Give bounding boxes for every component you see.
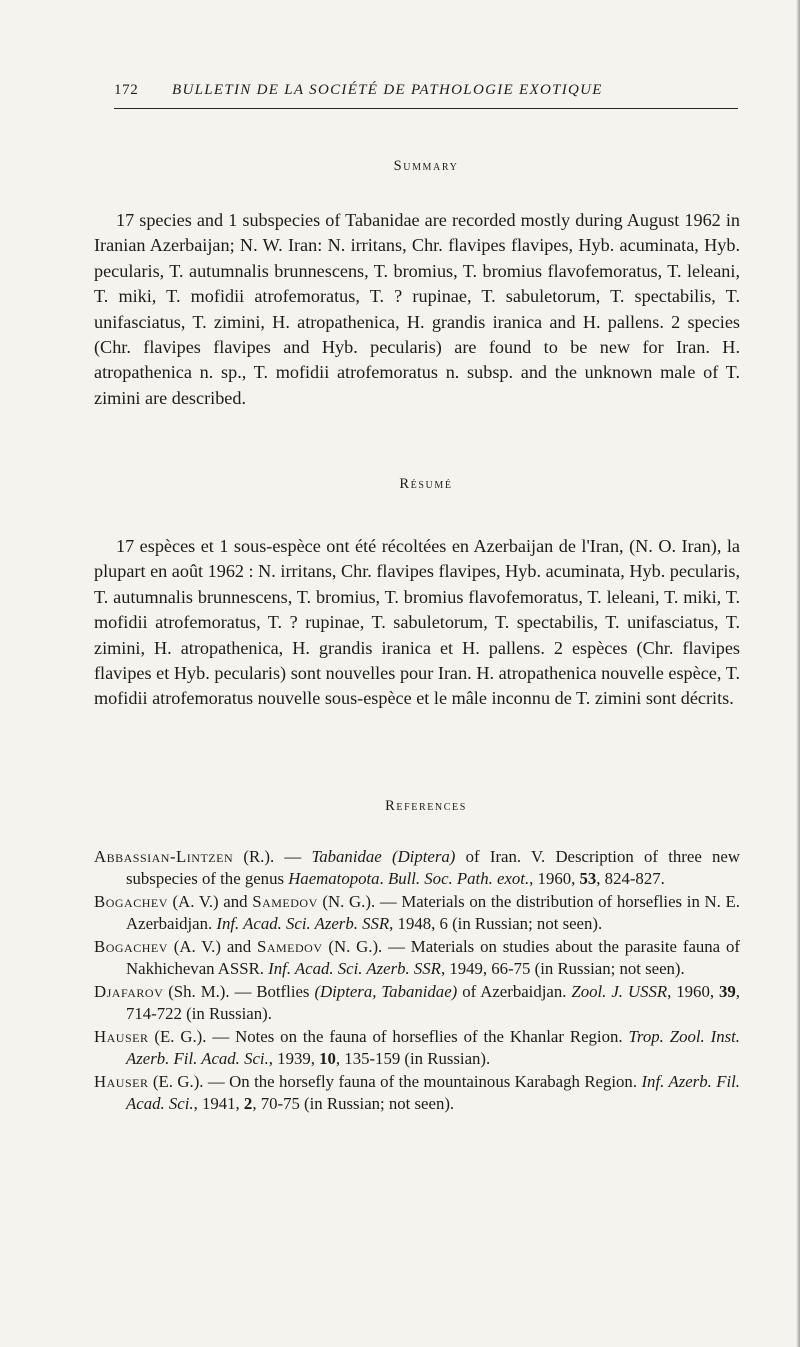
ref-text: of Azerbaidjan. xyxy=(457,981,572,1001)
resume-paragraph xyxy=(94,534,740,712)
resume-text: 17 espèces et 1 sous-espèce ont été récoltées en Azerbaijan de l'Iran, (N. O. Iran), la plupart en août 1962 : N. irritans, Chr. flavipes flavipes, Hyb. acuminata, Hyb. pecularis, T. autumnalis brunnescens, T. bromius, T. bromius flavofemoratus, T. leleani, T. miki, T. mofidii atrofemoratus, T. ? rupinae, T. sabuletorum, T. spectabilis, T. unifasciatus, T. zimini, H. atropathenica, H. grandis iranica et H. pallens. 2 espèces (Chr. flavipes flavipes et Hyb. pecularis) sont nouvelles pour Iran. H. atropathenica nouvelle espèce, T. mofidii atrofemoratus nouvelle sous-espèce et le mâle inconnu de T. zimini sont décrits. xyxy=(94,536,741,709)
reference-entry xyxy=(94,981,740,1025)
summary-paragraph xyxy=(94,208,740,411)
ref-text: . xyxy=(379,869,388,889)
ref-title: (Diptera, Tabanidae) xyxy=(314,981,458,1001)
ref-pages: , 714-722 (in Russian). xyxy=(126,981,740,1023)
ref-text: (Sh. M.). — Botflies xyxy=(163,981,315,1001)
ref-year: , 1960, xyxy=(667,981,720,1001)
ref-author: Bogachev xyxy=(94,891,168,911)
ref-text: , 1949, 66-75 (in Russian; not seen). xyxy=(440,959,685,979)
ref-pages: , 824-827. xyxy=(596,869,665,889)
ref-author: Samedov xyxy=(252,891,318,911)
page-edge-shadow xyxy=(796,0,800,1347)
reference-list xyxy=(94,846,740,1115)
ref-volume: 39 xyxy=(719,981,736,1001)
header-rule xyxy=(114,108,738,109)
ref-journal: Inf. Acad. Sci. Azerb. SSR xyxy=(216,914,390,934)
ref-text: , 1948, 6 (in Russian; not seen). xyxy=(389,914,603,934)
ref-title: Tabanidae (Diptera) xyxy=(311,847,456,866)
summary-heading: Summary xyxy=(393,158,459,174)
ref-year: , 1939, xyxy=(268,1048,320,1068)
journal-title: BULLETIN DE LA SOCIÉTÉ DE PATHOLOGIE EXOTIQUE xyxy=(172,82,603,98)
ref-text: (R.). — xyxy=(233,847,312,866)
summary-text: 17 species and 1 subspecies of Tabanidae are recorded mostly during August 1962 in Iranian Azerbaijan; N. W. Iran: N. irritans, Chr. flavipes flavipes, Hyb. acuminata, Hyb. pecularis, T. autumnalis brunnescens, T. bromius, T. bromius flavofemoratus, T. leleani, T. miki, T. mofidii atrofemoratus, T. ? rupinae, T. sabuletorum, T. spectabilis, T. unifasciatus, T. zimini, H. atropathenica, H. grandis iranica and H. pallens. 2 species (Chr. flavipes flavipes and Hyb. pecularis) are found to be new for Iran. H. atropathenica n. sp., T. mofidii atrofemoratus n. subsp. and the unknown male of T. zimini are described. xyxy=(94,210,740,408)
ref-text: of Iran. V. Description of three new subspecies of the genus xyxy=(126,847,740,889)
resume-heading: Résumé xyxy=(399,476,453,492)
ref-year: , 1960, xyxy=(529,869,580,889)
reference-entry xyxy=(94,1026,740,1070)
ref-text: (A. V.) and xyxy=(167,891,253,911)
ref-journal: Trop. Zool. Inst. Azerb. Fil. Acad. Sci. xyxy=(126,1026,741,1068)
ref-volume: 2 xyxy=(243,1093,253,1113)
ref-text: (N. G.). — Materials on the distribution of horseflies in N. E. Azerbaidjan. xyxy=(126,891,740,934)
ref-author: Hauser xyxy=(94,1026,149,1046)
ref-author: Djafarov xyxy=(94,981,164,1001)
ref-genus: Haematopota xyxy=(288,869,380,889)
ref-journal: Bull. Soc. Path. exot. xyxy=(387,869,530,889)
ref-journal: Inf. Azerb. Fil. Acad. Sci. xyxy=(126,1071,741,1113)
ref-author: Abbassian-Lintzen xyxy=(94,847,234,866)
ref-volume: 10 xyxy=(319,1048,336,1068)
ref-journal: Zool. J. USSR xyxy=(571,981,668,1001)
ref-journal: Inf. Acad. Sci. Azerb. SSR xyxy=(268,959,441,979)
ref-text: (A. V.) and xyxy=(167,936,257,956)
ref-text: (E. G.). — Notes on the fauna of horseflies of the Khanlar Region. xyxy=(148,1026,629,1046)
ref-author: Hauser xyxy=(94,1071,149,1091)
ref-text: (N. G.). — Materials on studies about the parasite fauna of Nakhichevan ASSR. xyxy=(126,936,740,979)
ref-volume: 53 xyxy=(579,869,597,889)
references-heading: References xyxy=(385,798,467,814)
reference-entry xyxy=(94,1071,740,1115)
ref-text: (E. G.). — On the horsefly fauna of the mountainous Karabagh Region. xyxy=(148,1071,642,1091)
reference-entry xyxy=(94,891,740,935)
reference-entry xyxy=(94,936,740,980)
ref-pages: , 135-159 (in Russian). xyxy=(335,1048,491,1068)
ref-author: Samedov xyxy=(256,936,323,956)
reference-entry xyxy=(94,846,740,890)
page-number: 172 xyxy=(114,82,139,98)
ref-author: Bogachev xyxy=(94,936,168,956)
running-header xyxy=(114,78,738,104)
ref-year: , 1941, xyxy=(193,1093,244,1113)
ref-pages: , 70-75 (in Russian; not seen). xyxy=(252,1093,455,1113)
